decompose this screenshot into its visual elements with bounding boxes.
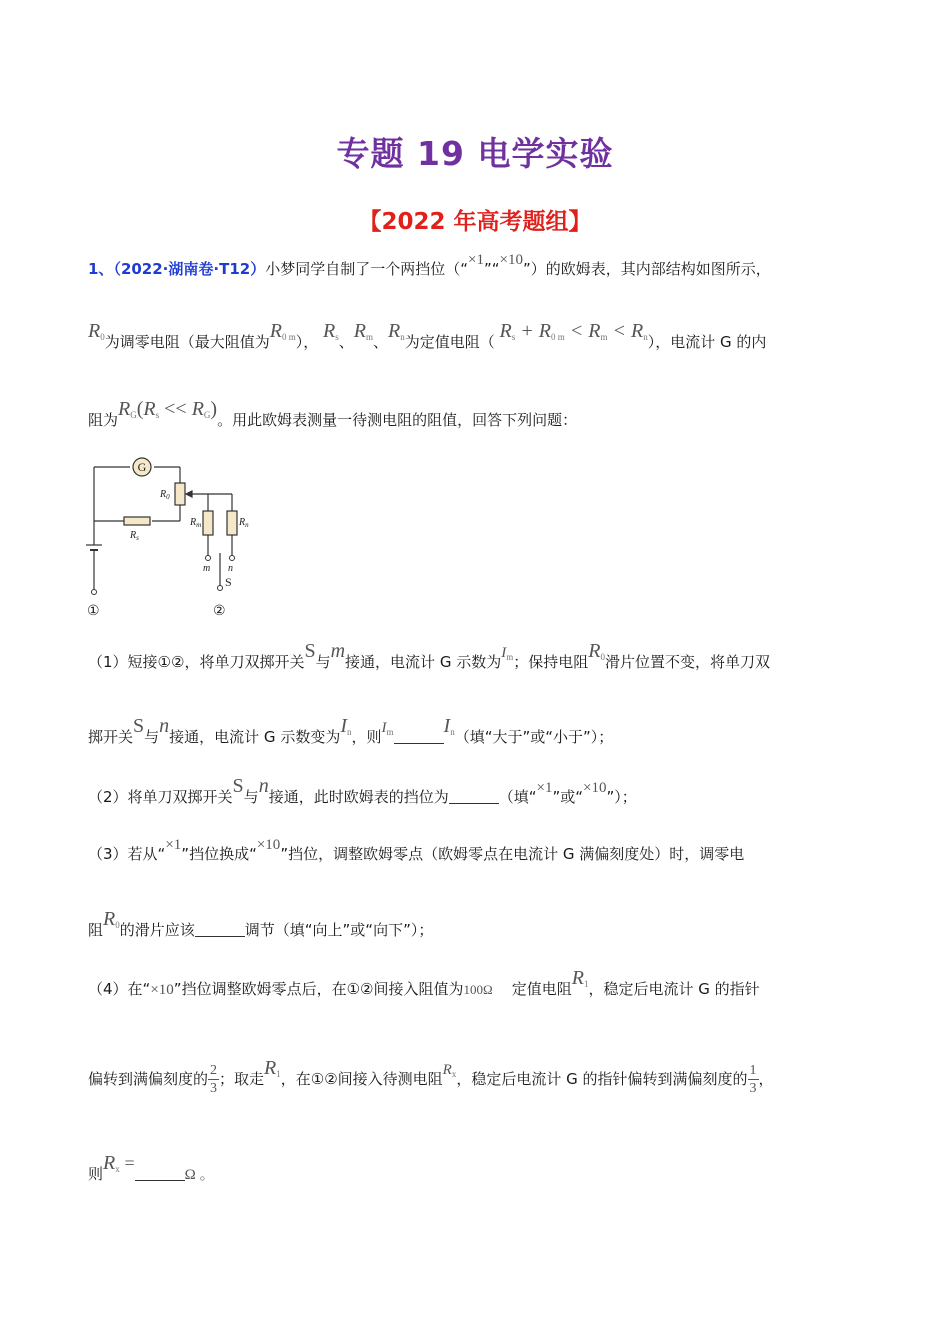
symbol-R1: $R_1$ — [264, 1057, 281, 1079]
symbol-Rs: $R_s$ — [323, 320, 339, 342]
text: ”）的欧姆表，其内部结构如图所示， — [522, 260, 771, 278]
answer-blank-4[interactable] — [135, 1166, 185, 1181]
question-source: （2022·湖南卷·T12） — [113, 260, 266, 278]
text: 阻为 — [88, 411, 119, 429]
q1-part1-line2: 掷开关S与n接通，电流计 G 示数变为$I_n$，则$I_m$ $I_n$（填“大于”或“小于”）； — [88, 715, 614, 746]
label-Rn: $R_n$ — [239, 517, 249, 529]
text: 小梦同学自制了一个两挡位（“ — [265, 260, 468, 278]
label-m: m — [203, 563, 211, 574]
terminal-1: ① — [87, 604, 100, 619]
galvanometer-label: G — [137, 460, 147, 474]
section-subtitle: 【2022 年高考题组】 — [358, 209, 592, 235]
q1-line-1 — [88, 252, 771, 279]
page-title: 专题 19 电学实验 — [336, 134, 614, 173]
text: 、 — [338, 333, 354, 351]
symbol-m: m — [330, 640, 346, 662]
label-n: n — [228, 563, 233, 574]
symbol-R0m: $R_{0 m}$ — [269, 320, 296, 342]
symbol-S: S — [304, 640, 316, 662]
fraction-two-thirds: $\frac{2}{3}$ — [210, 1063, 218, 1096]
text: ”“ — [483, 260, 500, 278]
text: ），电流计 G 的内 — [647, 333, 767, 351]
q1-part3-line2: 阻$R_0$的滑片应该 调节（填“向上”或“向下”）； — [88, 908, 434, 939]
symbol-Rx: $R_x$ — [103, 1152, 120, 1174]
terminal-2: ② — [213, 604, 226, 619]
answer-blank-3[interactable] — [195, 922, 245, 937]
symbol-Rx: $R_x$ — [442, 1062, 457, 1079]
text: 为定值电阻（ — [404, 333, 495, 351]
circuit-diagram — [82, 455, 272, 625]
text: 为调零电阻（最大阻值为 — [104, 333, 270, 351]
resistance-value: 100Ω — [463, 982, 493, 997]
answer-blank-2[interactable] — [449, 789, 499, 804]
answer-blank-1[interactable] — [394, 729, 444, 744]
inequality: $R_s + R_{0 m} < R_m < R_n$ — [499, 320, 648, 342]
symbol-Rm: $R_m$ — [353, 320, 373, 342]
symbol-Rn: $R_n$ — [388, 320, 405, 342]
symbol-R0: $R_0$ — [103, 908, 120, 930]
label-R0: $R_0$ — [160, 489, 170, 501]
q1-part4-line2: 偏转到满偏刻度的 $\frac{2}{3}$ ；取走$R_1$，在①②间接入待测电阻$R_x$，稳定后电流计 G 的指针偏转到满偏刻度的 $\frac{1}{3}$ ， — [88, 1057, 774, 1096]
text: ）， — [295, 333, 319, 351]
symbol-In: $I_n$ — [340, 715, 352, 737]
range-x10: ×10 — [499, 252, 523, 268]
q1-part3-line1: （3）若从“×1”挡位换成“×10”挡位，调整欧姆零点（欧姆零点在电流计 G 满偏刻度处）时，调零电 — [88, 837, 745, 863]
q1-line-3 — [88, 398, 578, 431]
text: 。用此欧姆表测量一待测电阻的阻值，回答下列问题： — [217, 411, 578, 429]
symbol-In: $I_n$ — [443, 715, 455, 737]
q1-part2: （2）将单刀双掷开关S与n接通，此时欧姆表的挡位为 （填“×1”或“×10”）； — [88, 775, 637, 806]
label-Rm: $R_m$ — [190, 517, 202, 529]
symbol-RG-condition: $R_G(R_s << R_G)$ — [118, 398, 218, 420]
symbol-Im: $I_m$ — [381, 720, 394, 737]
range-x1: ×1 — [467, 252, 484, 268]
q1-part1-line1: （1）短接①②，将单刀双掷开关S与m接通，电流计 G 示数为$I_m$；保持电阻$R_0$滑片位置不变，将单刀双 — [88, 640, 770, 671]
label-S: S — [225, 575, 232, 589]
symbol-R0: $R_0$ — [88, 320, 105, 342]
label-Rs: $R_s$ — [130, 530, 139, 542]
symbol-R0: $R_0$ — [588, 640, 605, 662]
symbol-Im: $I_m$ — [501, 645, 514, 662]
q1-part4-line1: （4）在“×10”挡位调整欧姆零点后，在①②间接入阻值为100Ω 定值电阻$R_1$，稳定后电流计 G 的指针 — [88, 967, 760, 998]
q1-part4-line3: 则$R_x =\Omega$ 。 — [88, 1152, 215, 1183]
q1-line-2 — [88, 320, 767, 353]
symbol-R1: $R_1$ — [571, 967, 589, 989]
fraction-one-third: $\frac{1}{3}$ — [749, 1063, 757, 1096]
text: 、 — [373, 333, 389, 351]
question-number: 1、 — [88, 260, 114, 278]
